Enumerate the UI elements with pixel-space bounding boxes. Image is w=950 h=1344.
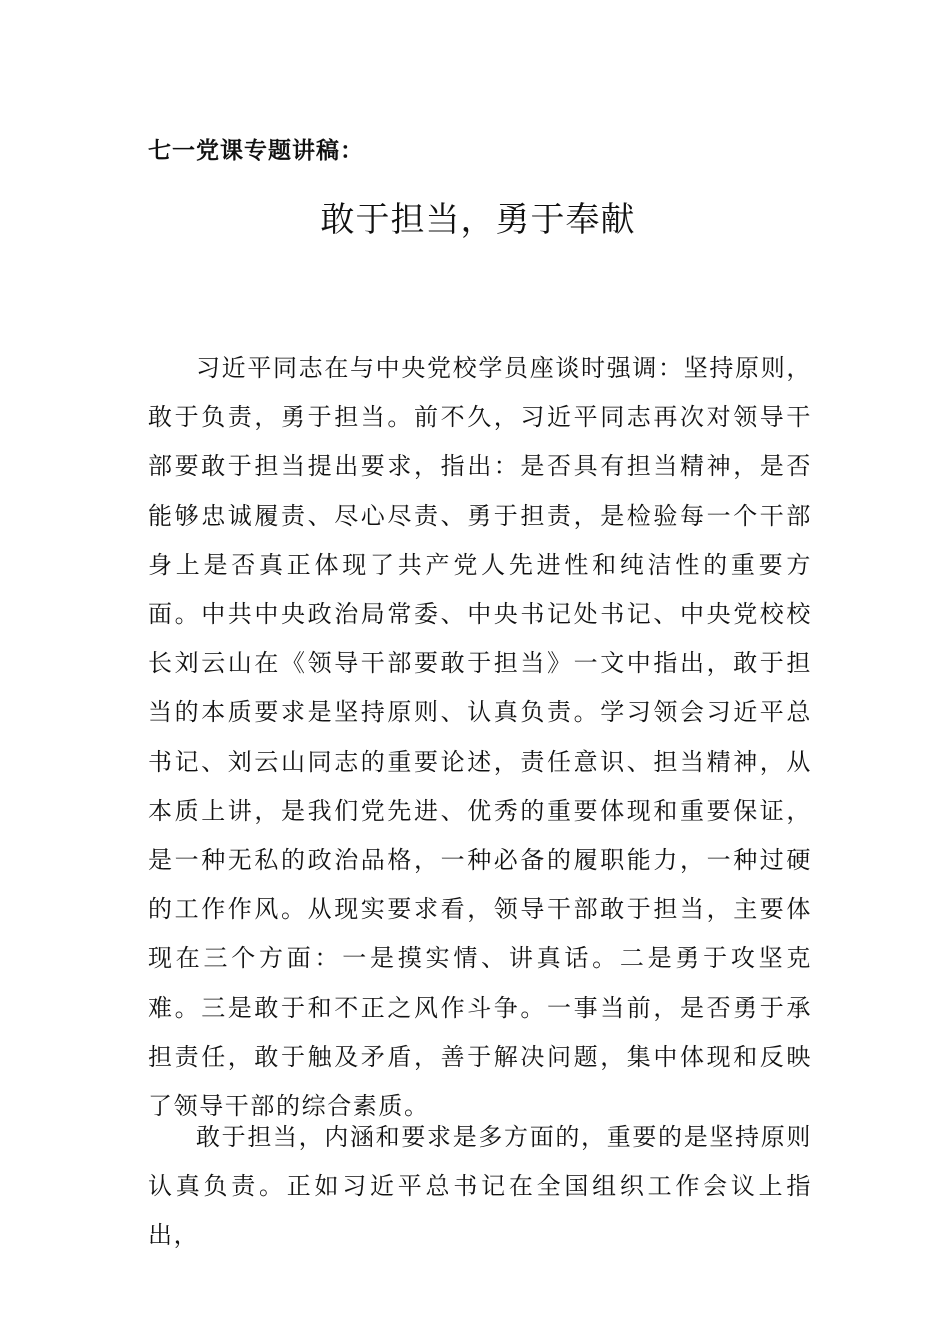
body-paragraph-2: 敢于担当，内涵和要求是多方面的，重要的是坚持原则认真负责。正如习近平总书记在全国组织工作会议上指出， (148, 1123, 812, 1250)
document-title: 敢于担当，勇于奉献 (320, 200, 636, 240)
document-kicker: 七一党课专题讲稿： (148, 137, 364, 164)
body-paragraph-1: 习近平同志在与中央党校学员座谈时强调：坚持原则，敢于负责，勇于担当。前不久，习近平同志再次对领导干部要敢于担当提出要求，指出：是否具有担当精神，是否能够忠诚履责、尽心尽责、勇于担责，是检验每一个干部身上是否真正体现了共产党人先进性和纯洁性的重要方面。中共中央政治局常委、中央书记处书记、中央党校校长刘云山在《领导干部要敢于担当》一文中指出，敢于担当的本质要求是坚持原则、认真负责。学习领会习近平总书记、刘云山同志的重要论述，责任意识、担当精神，从本质上讲，是我们党先进、优秀的重要体现和重要保证，是一种无私的政治品格，一种必备的履职能力，一种过硬的工作作风。从现实要求看，领导干部敢于担当，主要体现在三个方面：一是摸实情、讲真话。二是勇于攻坚克难。三是敢于和不正之风作斗争。一事当前，是否勇于承担责任，敢于触及矛盾，善于解决问题，集中体现和反映了领导干部的综合素质。 (148, 354, 812, 1121)
